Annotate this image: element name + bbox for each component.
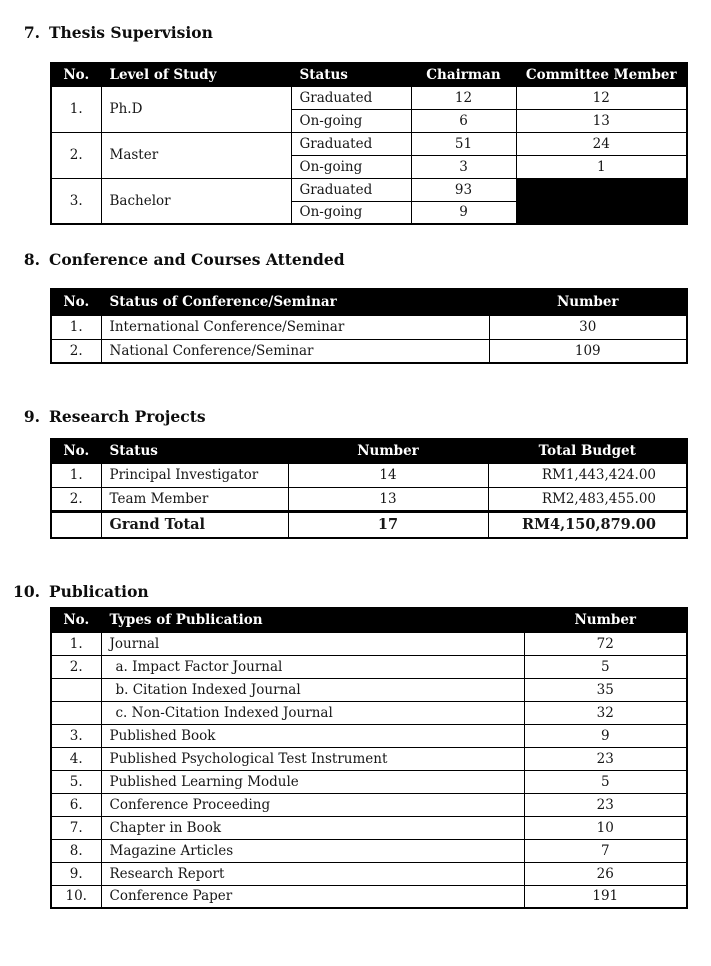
- table-row: [51, 178, 687, 201]
- number-cell: 14: [288, 463, 488, 487]
- publication-type-cell: a. Impact Factor Journal: [101, 655, 524, 678]
- table-row: [51, 747, 687, 770]
- section-title: Conference and Courses Attended: [49, 250, 345, 269]
- no-cell: 1.: [51, 315, 101, 339]
- no-cell: 1.: [51, 632, 101, 655]
- table-row: [51, 816, 687, 839]
- number-cell: 191: [524, 885, 687, 908]
- publication-type-cell: Conference Paper: [101, 885, 524, 908]
- table-header-row: [51, 63, 687, 86]
- publication-type-cell: b. Citation Indexed Journal: [101, 678, 524, 701]
- committee-cell: 13: [516, 109, 687, 132]
- number-cell: 109: [489, 339, 687, 363]
- section-number: 9.: [23, 407, 40, 426]
- table-row: [51, 770, 687, 793]
- number-cell: 7: [524, 839, 687, 862]
- research-projects-table: [50, 438, 688, 539]
- chairman-cell: 9: [411, 201, 516, 224]
- no-cell: 4.: [51, 747, 101, 770]
- status-cell: Principal Investigator: [101, 463, 288, 487]
- section-heading-research-projects: [0, 407, 206, 427]
- status-cell: Graduated: [291, 132, 411, 155]
- header-number: Number: [288, 439, 488, 463]
- no-cell: 6.: [51, 793, 101, 816]
- no-cell: 1.: [51, 86, 101, 132]
- chairman-cell: 93: [411, 178, 516, 201]
- grand-total-row: [51, 511, 687, 538]
- status-cell: Graduated: [291, 86, 411, 109]
- redacted-committee-cell: [516, 178, 687, 224]
- publication-type-cell: Published Book: [101, 724, 524, 747]
- number-cell: 35: [524, 678, 687, 701]
- no-cell: [51, 701, 101, 724]
- no-cell: 9.: [51, 862, 101, 885]
- no-cell: 2.: [51, 487, 101, 511]
- no-cell: [51, 511, 101, 538]
- header-level-of-study: Level of Study: [101, 63, 291, 86]
- header-no: No.: [51, 289, 101, 315]
- conference-status-cell: International Conference/Seminar: [101, 315, 489, 339]
- header-conference-status: Status of Conference/Seminar: [101, 289, 489, 315]
- header-types-of-publication: Types of Publication: [101, 608, 524, 632]
- no-cell: 10.: [51, 885, 101, 908]
- publication-type-cell: Chapter in Book: [101, 816, 524, 839]
- status-cell: On-going: [291, 109, 411, 132]
- publication-type-cell: c. Non-Citation Indexed Journal: [101, 701, 524, 724]
- level-cell: Master: [101, 132, 291, 178]
- level-cell: Ph.D: [101, 86, 291, 132]
- section-number: 8.: [23, 250, 40, 269]
- table-header-row: [51, 289, 687, 315]
- chairman-cell: 6: [411, 109, 516, 132]
- publication-type-cell: Research Report: [101, 862, 524, 885]
- no-cell: 2.: [51, 132, 101, 178]
- publication-table: [50, 607, 688, 909]
- no-cell: 1.: [51, 463, 101, 487]
- table-row: [51, 678, 687, 701]
- header-total-budget: Total Budget: [488, 439, 687, 463]
- table-row: [51, 655, 687, 678]
- publication-type-cell: Conference Proceeding: [101, 793, 524, 816]
- table-row: [51, 839, 687, 862]
- chairman-cell: 3: [411, 155, 516, 178]
- table-row: [51, 487, 687, 511]
- publication-type-cell: Magazine Articles: [101, 839, 524, 862]
- number-cell: 32: [524, 701, 687, 724]
- section-heading-thesis-supervision: [0, 23, 213, 43]
- number-cell: 13: [288, 487, 488, 511]
- table-row: [51, 724, 687, 747]
- table-header-row: [51, 439, 687, 463]
- table-row: [51, 885, 687, 908]
- header-no: No.: [51, 608, 101, 632]
- section-heading-conference: [0, 250, 345, 270]
- section-number: 10.: [13, 582, 40, 601]
- number-cell: 9: [524, 724, 687, 747]
- table-row: [51, 315, 687, 339]
- publication-type-cell: Journal: [101, 632, 524, 655]
- thesis-supervision-table: [50, 62, 688, 225]
- no-cell: 2.: [51, 655, 101, 678]
- no-cell: 3.: [51, 178, 101, 224]
- status-cell: Team Member: [101, 487, 288, 511]
- header-status: Status: [101, 439, 288, 463]
- number-cell: 23: [524, 747, 687, 770]
- header-status: Status: [291, 63, 411, 86]
- number-cell: 72: [524, 632, 687, 655]
- header-committee-member: Committee Member: [516, 63, 687, 86]
- table-row: [51, 86, 687, 109]
- status-cell: On-going: [291, 201, 411, 224]
- grand-total-number: 17: [288, 511, 488, 538]
- number-cell: 23: [524, 793, 687, 816]
- header-no: No.: [51, 439, 101, 463]
- grand-total-label: Grand Total: [101, 511, 288, 538]
- section-title: Research Projects: [49, 407, 206, 426]
- number-cell: 26: [524, 862, 687, 885]
- table-row: [51, 339, 687, 363]
- table-row: [51, 793, 687, 816]
- number-cell: 5: [524, 770, 687, 793]
- number-cell: 5: [524, 655, 687, 678]
- committee-cell: 24: [516, 132, 687, 155]
- chairman-cell: 51: [411, 132, 516, 155]
- section-title: Publication: [49, 582, 149, 601]
- table-row: [51, 701, 687, 724]
- grand-total-budget: RM4,150,879.00: [488, 511, 687, 538]
- budget-cell: RM1,443,424.00: [488, 463, 687, 487]
- header-chairman: Chairman: [411, 63, 516, 86]
- conference-table: [50, 288, 688, 364]
- publication-type-cell: Published Psychological Test Instrument: [101, 747, 524, 770]
- status-cell: On-going: [291, 155, 411, 178]
- table-row: [51, 862, 687, 885]
- committee-cell: 12: [516, 86, 687, 109]
- header-no: No.: [51, 63, 101, 86]
- header-number: Number: [524, 608, 687, 632]
- section-heading-publication: [0, 582, 149, 602]
- publication-type-cell: Published Learning Module: [101, 770, 524, 793]
- table-row: [51, 632, 687, 655]
- chairman-cell: 12: [411, 86, 516, 109]
- section-number: 7.: [23, 23, 40, 42]
- table-row: [51, 132, 687, 155]
- no-cell: 3.: [51, 724, 101, 747]
- conference-status-cell: National Conference/Seminar: [101, 339, 489, 363]
- no-cell: 8.: [51, 839, 101, 862]
- no-cell: 7.: [51, 816, 101, 839]
- status-cell: Graduated: [291, 178, 411, 201]
- table-header-row: [51, 608, 687, 632]
- number-cell: 30: [489, 315, 687, 339]
- budget-cell: RM2,483,455.00: [488, 487, 687, 511]
- no-cell: 5.: [51, 770, 101, 793]
- no-cell: 2.: [51, 339, 101, 363]
- no-cell: [51, 678, 101, 701]
- header-number: Number: [489, 289, 687, 315]
- section-title: Thesis Supervision: [49, 23, 213, 42]
- committee-cell: 1: [516, 155, 687, 178]
- level-cell: Bachelor: [101, 178, 291, 224]
- table-row: [51, 463, 687, 487]
- number-cell: 10: [524, 816, 687, 839]
